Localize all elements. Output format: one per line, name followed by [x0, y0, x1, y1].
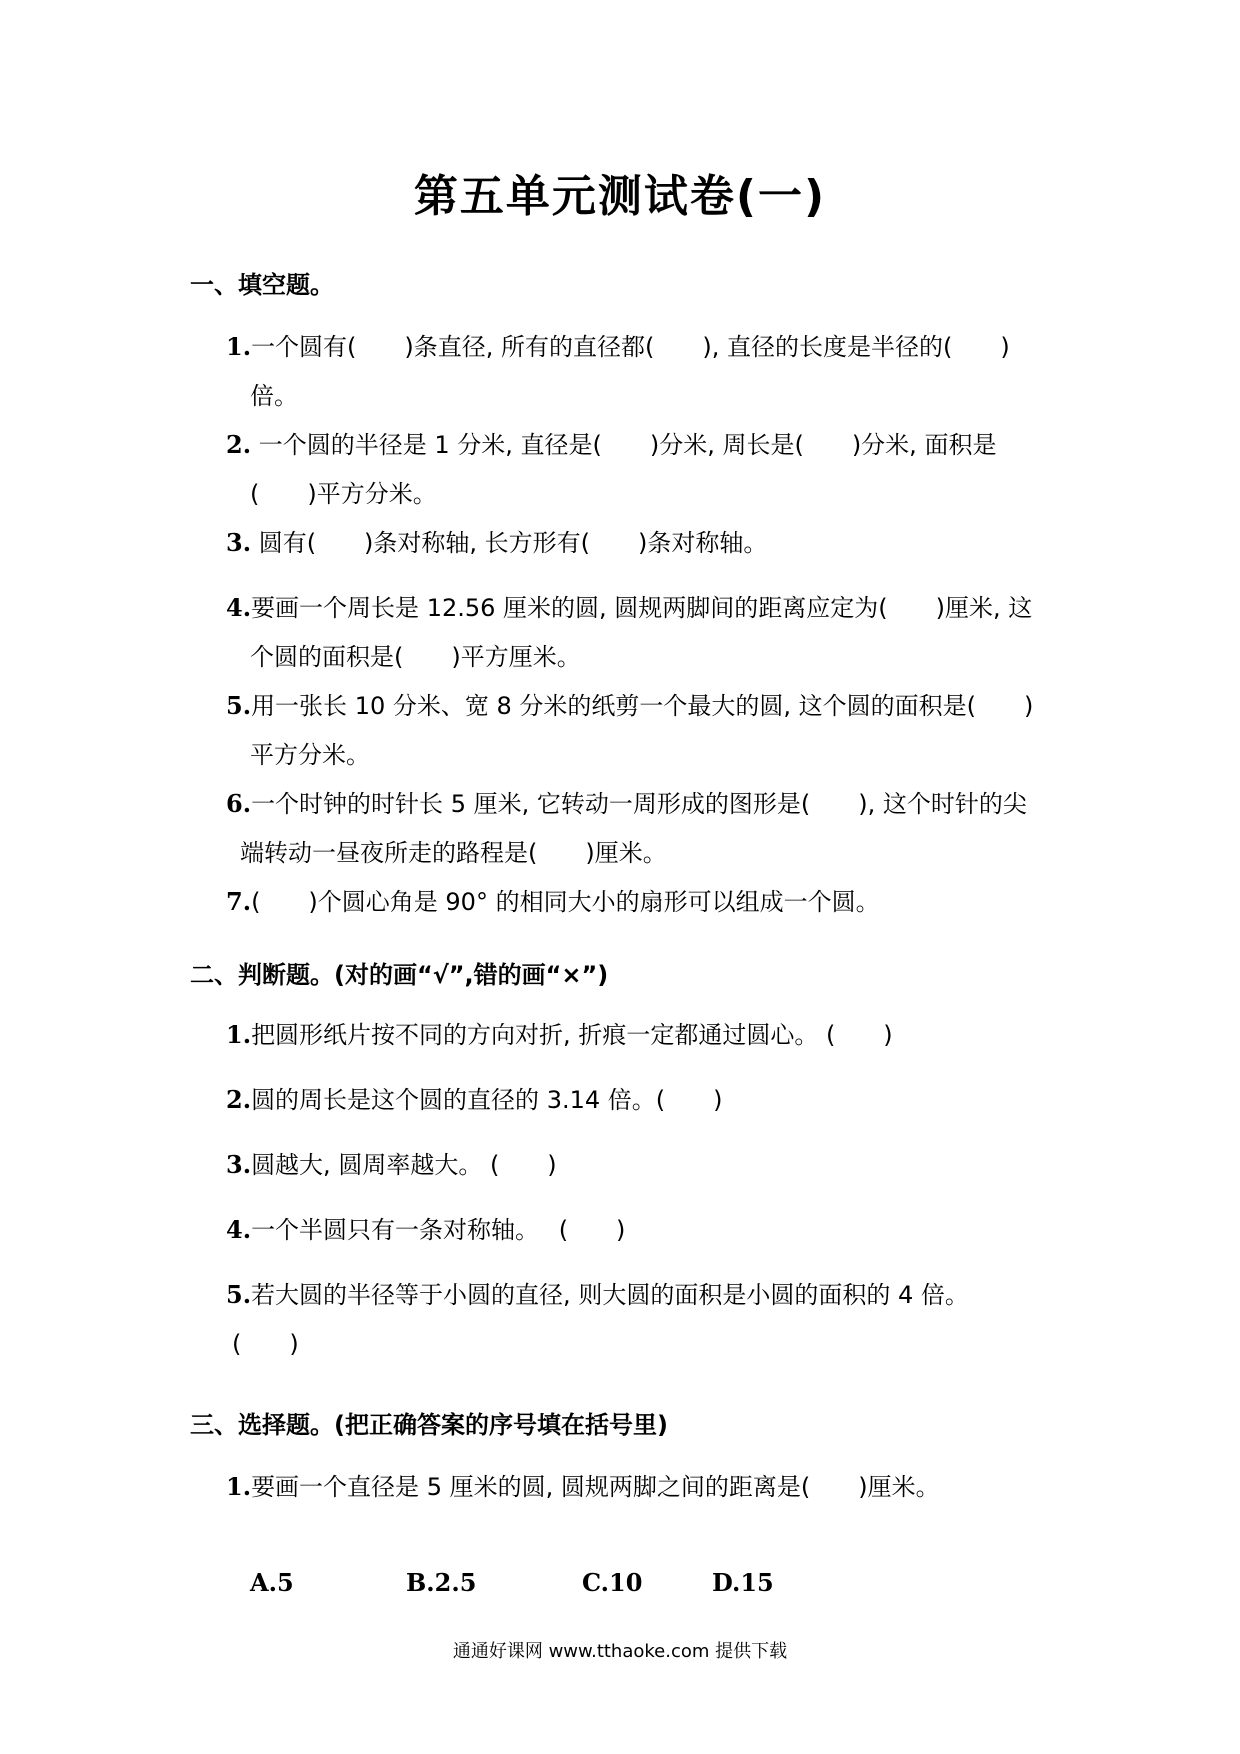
section-heading-true-false: 二、判断题。(对的画“√”,错的画“×”)	[190, 961, 609, 989]
question-number: 2.	[226, 1085, 252, 1114]
question-2-1	[226, 1010, 1056, 1060]
question-text-continued: 端转动一昼夜所走的路程是( )厘米。	[240, 839, 667, 867]
question-number: 4.	[226, 1215, 252, 1244]
question-1-7	[226, 877, 1056, 927]
question-number: 1.	[226, 332, 252, 361]
question-text: 圆的周长是这个圆的直径的 3.14 倍。( )	[251, 1086, 723, 1114]
question-1-4	[226, 583, 1056, 682]
question-text: 若大圆的半径等于小圆的直径, 则大圆的面积是小圆的面积的 4 倍。	[251, 1281, 969, 1309]
question-text: 圆有( )条对称轴, 长方形有( )条对称轴。	[251, 529, 768, 557]
question-number: 7.	[226, 887, 252, 916]
question-1-6	[226, 779, 1056, 878]
section-heading-multiple-choice: 三、选择题。(把正确答案的序号填在括号里)	[190, 1411, 668, 1439]
question-number: 5.	[226, 691, 252, 720]
question-2-3	[226, 1140, 1056, 1190]
question-text: ( )个圆心角是 90° 的相同大小的扇形可以组成一个圆。	[251, 888, 880, 916]
page-title: 第五单元测试卷(一)	[413, 171, 827, 222]
question-3-1	[226, 1462, 1056, 1512]
question-number: 3.	[226, 528, 252, 557]
question-text: 一个半圆只有一条对称轴。 ( )	[251, 1216, 626, 1244]
question-number: 5.	[226, 1280, 252, 1309]
question-1-3	[226, 518, 1056, 568]
answer-options	[0, 1568, 1240, 1608]
option-c: C.10	[582, 1568, 643, 1597]
question-2-2	[226, 1075, 1056, 1125]
section-heading-fill-blank: 一、填空题。	[190, 271, 334, 299]
question-text-continued: 平方分米。	[250, 741, 370, 769]
question-text: 要画一个周长是 12.56 厘米的圆, 圆规两脚间的距离应定为( )厘米, 这	[251, 594, 1033, 622]
question-text-continued: 个圆的面积是( )平方厘米。	[250, 643, 581, 671]
option-d: D.15	[712, 1568, 774, 1597]
question-text: 一个时钟的时针长 5 厘米, 它转动一周形成的图形是( ), 这个时针的尖	[251, 790, 1027, 818]
question-1-2	[226, 420, 1056, 519]
question-number: 6.	[226, 789, 252, 818]
question-text: 一个圆的半径是 1 分米, 直径是( )分米, 周长是( )分米, 面积是	[251, 431, 997, 459]
question-text: 用一张长 10 分米、宽 8 分米的纸剪一个最大的圆, 这个圆的面积是( )	[251, 692, 1034, 720]
question-2-5	[226, 1270, 1056, 1369]
question-number: 4.	[226, 593, 252, 622]
question-text: 要画一个直径是 5 厘米的圆, 圆规两脚之间的距离是( )厘米。	[251, 1473, 940, 1501]
question-text-continued: 倍。	[250, 382, 298, 410]
question-text: 圆越大, 圆周率越大。 ( )	[251, 1151, 557, 1179]
option-b: B.2.5	[406, 1568, 477, 1597]
question-text-continued: ( )平方分米。	[250, 480, 437, 508]
question-number: 1.	[226, 1472, 252, 1501]
question-text: 把圆形纸片按不同的方向对折, 折痕一定都通过圆心。 ( )	[251, 1021, 893, 1049]
question-2-4	[226, 1205, 1056, 1255]
question-text: 一个圆有( )条直径, 所有的直径都( ), 直径的长度是半径的( )	[251, 333, 1010, 361]
option-a: A.5	[250, 1568, 294, 1597]
question-1-5	[226, 681, 1056, 780]
question-1-1	[226, 322, 1056, 421]
question-number: 2.	[226, 430, 252, 459]
question-text-continued: ( )	[232, 1330, 299, 1358]
question-number: 3.	[226, 1150, 252, 1179]
footer-source: 通通好课网 www.tthaoke.com 提供下载	[452, 1641, 788, 1662]
question-number: 1.	[226, 1020, 252, 1049]
